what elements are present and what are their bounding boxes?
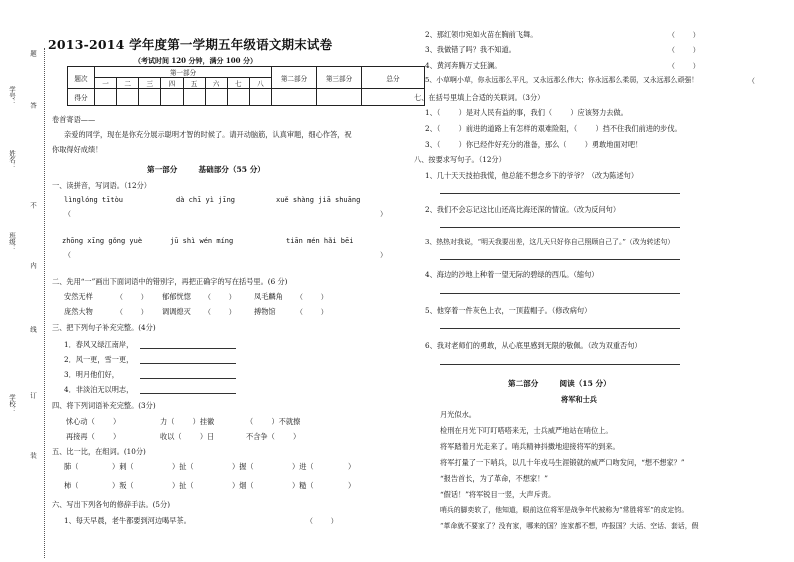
rhetoric-item: 5、小草啊小草，你永远那么平凡，又永远那么伟大；你永远那么柔弱，又永远那么顽强！ <box>425 76 699 84</box>
page-title: 2013-2014 学年度第一学期五年级语文期末试卷 <box>48 37 333 52</box>
compare-item: ）进（ <box>292 462 314 471</box>
answer-line[interactable] <box>140 348 236 349</box>
greeting-line: 亲爱的同学，现在是你充分展示聪明才智的时候了。请开动脑筋，认真审题，细心作答，祝 <box>64 130 352 139</box>
exam-info: （考试时间 120 分钟，满分 100 分） <box>134 56 257 65</box>
answer-line[interactable] <box>140 363 236 364</box>
margin-label: 订 <box>29 392 37 399</box>
word-item: 调调熄灭 <box>162 307 191 316</box>
score-cell[interactable] <box>317 89 362 106</box>
answer-paren[interactable]: （ ） <box>306 517 338 525</box>
answer-paren-open[interactable]: （ <box>748 77 755 85</box>
greeting-heading: 卷首寄语—— <box>52 115 96 124</box>
rhetoric-item: 3、我做错了吗？我不知道。 <box>425 45 516 54</box>
score-table-part3: 第三部分 <box>317 67 362 89</box>
compare-item: ）扯（ <box>172 462 194 471</box>
conjunction-item: 2、（ ）前进的道路上有怎样的艰难险阻，（ ）挡不住我们前进的步伐。 <box>425 124 682 133</box>
score-table-part2: 第二部分 <box>272 67 317 89</box>
margin-label: 内 <box>29 262 37 269</box>
rewrite-item: 1、几十天天技拍我慌，他总能不想念乡下的爷爷？（改为陈述句） <box>425 171 639 180</box>
rhetoric-item: 2、那红领巾宛如火苗在胸前飞舞。 <box>425 30 538 39</box>
score-cell[interactable] <box>205 89 227 106</box>
compare-item: ） <box>348 462 356 471</box>
school-label: 学校： <box>8 394 16 414</box>
compare-item: ）扯（ <box>172 481 194 490</box>
margin-label: 题 <box>29 50 37 57</box>
compare-item: 肺（ <box>64 462 79 471</box>
answer-line[interactable] <box>440 293 680 294</box>
word-item: 凤毛麟角 <box>254 292 283 301</box>
word-item: 庞然大物 <box>64 307 93 316</box>
sentence-item: 3．明月他们好， <box>64 370 119 379</box>
compare-item: 柿（ <box>64 481 79 490</box>
compare-item: ）糙（ <box>292 481 314 490</box>
answer-line[interactable] <box>440 227 680 228</box>
sentence-item: 2．风一更，雪一更， <box>64 355 134 364</box>
idiom-item: 收以（ ）日 <box>160 432 215 441</box>
score-cell[interactable] <box>227 89 249 106</box>
answer-line[interactable] <box>440 259 680 260</box>
score-table-part1: 第一部分 <box>95 67 272 78</box>
answer-line[interactable] <box>140 393 236 394</box>
score-table-row-label: 得分 <box>68 89 95 106</box>
answer-paren[interactable]: （ ） <box>116 293 148 301</box>
score-table <box>67 66 425 106</box>
q1-title: 一、读拼音，写词语。（12分） <box>52 181 151 190</box>
greeting-line: 你取得好成绩！ <box>52 145 103 154</box>
answer-paren[interactable]: （ ） <box>116 308 148 316</box>
score-table-numeral: 六 <box>205 78 227 89</box>
score-cell[interactable] <box>95 89 117 106</box>
word-item: 搏物馆 <box>254 307 276 316</box>
pinyin: dà chī yì jīng <box>176 196 236 204</box>
pinyin: lìnglóng tītòu <box>64 196 124 204</box>
reading-paragraph: 月光似水。 <box>440 410 476 419</box>
idiom-item: 再接再（ ） <box>66 432 121 441</box>
idiom-item: 不含争（ ） <box>246 432 301 441</box>
compare-item: ）烟（ <box>232 481 254 490</box>
score-table-numeral: 一 <box>95 78 117 89</box>
margin-label: 线 <box>29 326 37 333</box>
answer-paren-close: ） <box>380 210 387 218</box>
class-label: 班级： <box>8 232 16 252</box>
rewrite-item: 5、他穿着一件灰色上衣，一顶蓝帽子。（修改病句） <box>425 306 592 315</box>
margin-label: 答 <box>29 102 37 109</box>
q8-title: 八、按要求写句子。（12分） <box>414 155 506 164</box>
score-cell[interactable] <box>249 89 271 106</box>
score-cell[interactable] <box>272 89 317 106</box>
answer-paren[interactable]: （ ） <box>296 308 328 316</box>
part1-heading: 第一部分 基础部分（55 分） <box>147 165 265 174</box>
sentence-item: 4．非淡泊无以明志， <box>64 385 134 394</box>
reading-paragraph: “假话！”将军锐目一竖，大声斥责。 <box>440 490 556 499</box>
score-table-label: 题次 <box>68 67 95 89</box>
q5-title: 五、比一比，在组词。(10分) <box>52 447 146 456</box>
answer-paren-close: ） <box>380 251 387 259</box>
score-cell[interactable] <box>117 89 139 106</box>
idiom-item: 怵心动（ ） <box>66 417 121 426</box>
pinyin: tiān mén hǎi bēi <box>286 237 354 245</box>
pinyin: zhōng xīng gǒng yuè <box>62 237 143 245</box>
answer-paren[interactable]: （ ） <box>668 31 700 39</box>
score-table-numeral: 三 <box>139 78 161 89</box>
student-id-label: 学号： <box>8 86 16 106</box>
reading-paragraph: 将军踏着月光走来了。哨兵精神抖擞地迎接将军的到来。 <box>440 442 620 451</box>
answer-paren[interactable]: （ ） <box>204 293 236 301</box>
rewrite-item: 2、我们不会忘记这比山还高比海还深的情谊。（改为反问句） <box>425 205 621 214</box>
idiom-item: （ ）不就擦 <box>246 417 301 426</box>
reading-paragraph: 检刑在月光下叮叮嗒嗒来无，士兵威严地站在哨位上。 <box>440 426 613 435</box>
answer-paren[interactable]: （ ） <box>668 62 700 70</box>
reading-paragraph: “革命就不要家了？没有家，哪来的国？连家都不想，咋报国？大话、空话、套话，假 <box>440 522 699 530</box>
score-cell[interactable] <box>139 89 161 106</box>
answer-paren[interactable]: （ ） <box>668 46 700 54</box>
pinyin: xuě shàng jiā shuāng <box>276 196 361 204</box>
q4-title: 四、将下列词语补充完整。(3分) <box>52 401 156 410</box>
compare-item: ）握（ <box>232 462 254 471</box>
reading-paragraph: “报告首长，为了革命，不想家！” <box>440 474 548 483</box>
word-item: 郁郁恍惚 <box>162 292 191 301</box>
score-table-numeral: 二 <box>117 78 139 89</box>
answer-line[interactable] <box>440 364 680 365</box>
answer-paren-open: （ <box>64 251 71 259</box>
margin-label: 不 <box>29 202 37 209</box>
answer-paren[interactable]: （ ） <box>296 293 328 301</box>
pinyin: jū shì wén míng <box>170 237 234 245</box>
binding-line <box>44 48 45 558</box>
rewrite-item: 4、海边的沙地上种着一望无际的碧绿的西瓜。（缩句） <box>425 270 599 279</box>
q7-title: 七、在括号里填上合适的关联词。（3分） <box>414 93 545 102</box>
conjunction-item: 1、（ ）是对人民有益的事，我们（ ）应该努力去做。 <box>425 108 628 117</box>
rhetoric-item: 4、黄河奔腾万丈狂澜。 <box>425 61 502 70</box>
reading-paragraph: 哨兵的脚奕软了，他知道，眼前这位将军是战争年代被称为“常胜将军”的皮定钧。 <box>440 506 689 514</box>
compare-item: ）刺（ <box>112 462 134 471</box>
answer-line[interactable] <box>440 328 680 329</box>
rhetoric-item: 1、每天早晨，老牛都要到河边喝早茶。 <box>64 516 191 525</box>
q3-title: 三、把下列句子补充完整。(4分) <box>52 323 156 332</box>
sentence-item: 1．春风又绿江南岸， <box>64 340 134 349</box>
word-item: 安然无样 <box>64 292 93 301</box>
answer-line[interactable] <box>140 378 236 379</box>
part2-heading: 第二部分 阅读（15 分） <box>508 379 611 388</box>
rewrite-item: 3、热热对我说，“明天我要出差，这几天只好你自己照顾自己了。”（改为转述句） <box>425 238 675 246</box>
name-label: 姓名： <box>8 150 16 170</box>
reading-title: 将军和士兵 <box>561 395 597 404</box>
compare-item: ） <box>348 481 356 490</box>
q6-title: 六、写出下列各句的修辞手法。(5分) <box>52 500 170 509</box>
score-table-numeral: 四 <box>161 78 183 89</box>
score-table-numeral: 五 <box>183 78 205 89</box>
rewrite-item: 6、我对老师们的勇敢，从心底里感到无限的敬佩。（改为双重否句） <box>425 341 642 350</box>
answer-paren-open: （ <box>64 210 71 218</box>
margin-label: 装 <box>29 452 37 459</box>
score-table-total: 总分 <box>362 67 425 89</box>
score-cell[interactable] <box>183 89 205 106</box>
answer-paren[interactable]: （ ） <box>204 308 236 316</box>
reading-paragraph: 将军打量了一下哨兵，以几十年戎马生涯锻就的威严口吻发问，“想不想家？” <box>440 458 685 467</box>
idiom-item: 力（ ）挂徽 <box>160 417 215 426</box>
q2-title: 二、先用“一”画出下面词语中的错别字，再把正确字的写在括号里。(6 分) <box>52 277 288 286</box>
score-table-numeral: 八 <box>249 78 271 89</box>
conjunction-item: 3、（ ）你已经作好充分的准备，那么（ ）勇敢地面对吧！ <box>425 140 643 149</box>
compare-item: ）叛（ <box>112 481 134 490</box>
answer-line[interactable] <box>440 193 680 194</box>
score-table-numeral: 七 <box>227 78 249 89</box>
score-cell[interactable] <box>161 89 183 106</box>
